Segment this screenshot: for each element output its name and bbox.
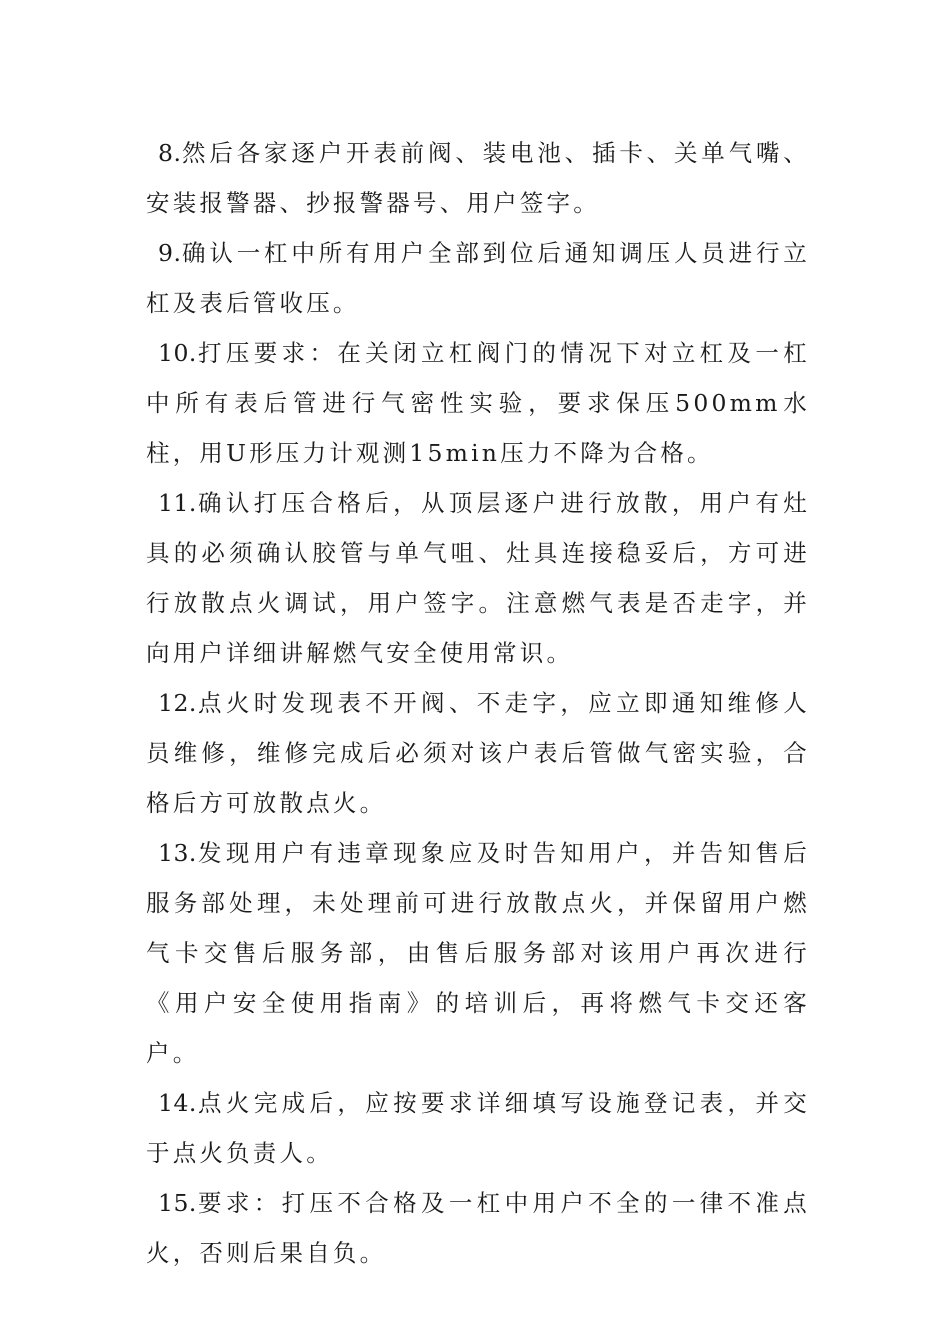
item-number: 14. [158, 1089, 197, 1117]
list-item [146, 1178, 810, 1278]
item-text: 确认一杠中所有用户全部到位后通知调压人员进行立杠及表后管收压。 [146, 239, 810, 317]
list-item [146, 228, 810, 328]
item-number: 9. [158, 239, 182, 267]
item-text: 点火时发现表不开阀、不走字，应立即通知维修人员维修，维修完成后必须对该户表后管做气密实验，合格后方可放散点火。 [146, 689, 810, 817]
item-text: 然后各家逐户开表前阀、装电池、插卡、关单气嘴、安装报警器、抄报警器号、用户签字。 [146, 139, 810, 217]
document-body [146, 128, 810, 1278]
list-item [146, 678, 810, 828]
item-text: 打压要求：在关闭立杠阀门的情况下对立杠及一杠中所有表后管进行气密性实验，要求保压500mm水柱，用U形压力计观测15min压力不降为合格。 [146, 339, 810, 467]
item-number: 13. [158, 839, 197, 867]
item-number: 8. [158, 139, 182, 167]
item-text: 点火完成后，应按要求详细填写设施登记表，并交于点火负责人。 [146, 1089, 810, 1167]
item-number: 10. [158, 339, 197, 367]
item-number: 12. [158, 689, 197, 717]
item-number: 15. [158, 1189, 197, 1217]
item-number: 11. [158, 489, 197, 517]
list-item [146, 478, 810, 678]
list-item [146, 1078, 810, 1178]
list-item [146, 328, 810, 478]
item-text: 发现用户有违章现象应及时告知用户，并告知售后服务部处理，未处理前可进行放散点火，并保留用户燃气卡交售后服务部，由售后服务部对该用户再次进行《用户安全使用指南》的培训后，再将燃气卡交还客户。 [146, 839, 810, 1067]
item-text: 确认打压合格后，从顶层逐户进行放散，用户有灶具的必须确认胶管与单气咀、灶具连接稳妥后，方可进行放散点火调试，用户签字。注意燃气表是否走字，并向用户详细讲解燃气安全使用常识。 [146, 489, 810, 667]
list-item [146, 128, 810, 228]
list-item [146, 828, 810, 1078]
item-text: 要求：打压不合格及一杠中用户不全的一律不准点火，否则后果自负。 [146, 1189, 810, 1267]
